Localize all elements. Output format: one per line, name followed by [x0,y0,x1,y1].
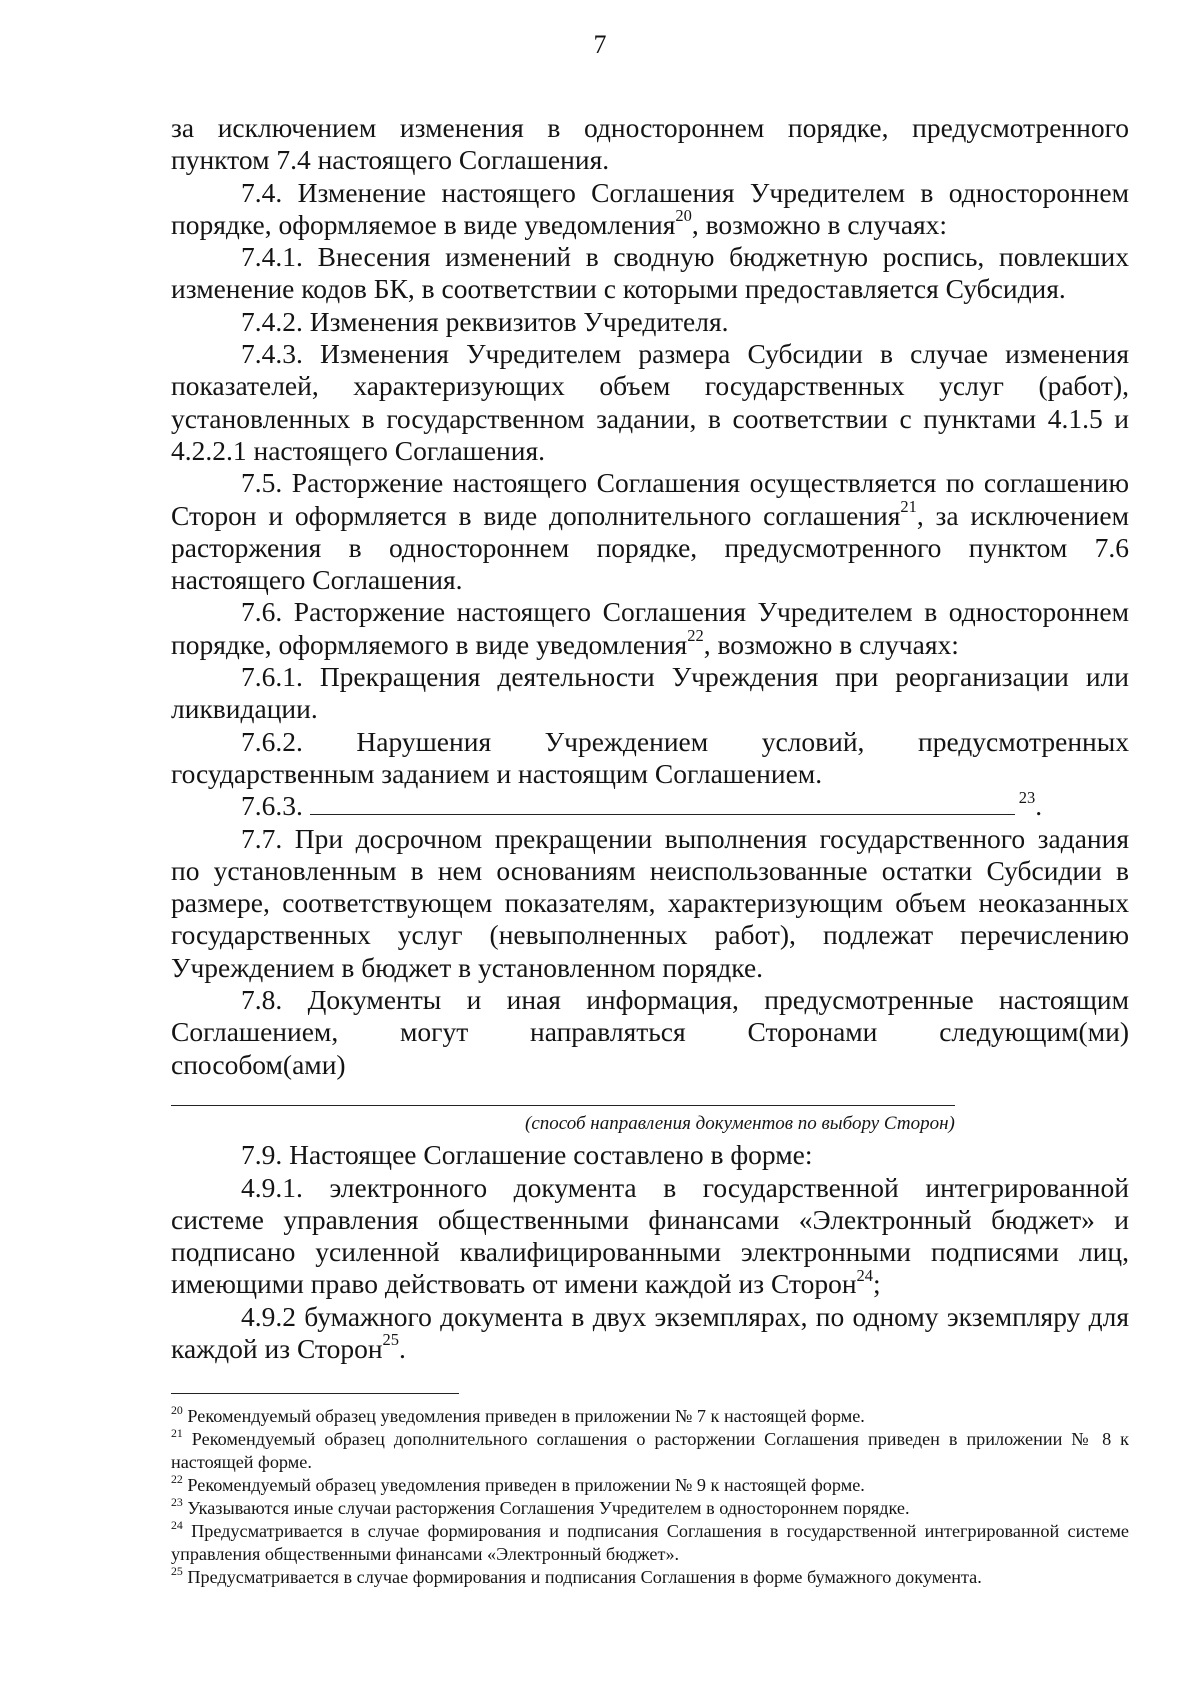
paragraph-4-9-2: 4.9.2 бумажного документа в двух экземплярах, по одному экземпляру для каждой из Сторон$^{25}$. [171,1300,1129,1364]
footnote-22: $^{22}$ Рекомендуемый образец уведомления приведен в приложении № 9 к настоящей форме. [171,1472,865,1495]
footnote-23: $^{23}$ Указываются иные случаи расторжения Соглашения Учредителем в одностороннем порядке. [171,1495,910,1518]
footnotes [171,1405,1129,1589]
paragraph-continuation: за исключением изменения в одностороннем порядке, предусмотренного пунктом 7.4 настоящего Соглашения. [171,112,1129,176]
paragraph-7-8: 7.8. Документы и иная информация, предусмотренные настоящим Соглашением, могут направляться Сторонами следующим(ми) [171,984,1129,1048]
page-number: 7 [593,30,607,59]
paragraph-7-6: 7.6. Расторжение настоящего Соглашения Учредителем в одностороннем порядке, оформляемого в виде уведомления$^{22}$, возможно в случаях: [171,596,1129,660]
footnote-ref-25: 25 [382,1330,400,1350]
paragraph-7-6-2: 7.6.2. Нарушения Учреждением условий, предусмотренных государственным заданием и настоящим Соглашением. [171,725,1129,789]
paragraph-7-4: 7.4. Изменение настоящего Соглашения Учредителем в одностороннем порядке, оформляемое в виде уведомления$^{20}$, возможно в случаях: [171,176,1129,240]
footnote-ref-24: 24 [856,1265,874,1285]
paragraph-7-7: 7.7. При досрочном прекращении выполнения государственного задания по установленным в нем основаниям неиспользованные остатки Субсидии в размере, соответствующем показателям, характеризующим объем неоказанных государственных услуг (невыполненных работ), подлежат перечислению Учреждением в бюджет в установленном порядке. [171,822,1129,983]
paragraph-7-4-3: 7.4.3. Изменения Учредителем размера Субсидии в случае изменения показателей, характеризующих объем государственных услуг (работ), установленных в государственном задании, в соответствии с пунктами 4.1.5 и 4.2.2.1 настоящего Соглашения. [171,338,1129,466]
fill-in-blank-line [310,792,1015,815]
paragraph-7-8-method-line: способом(ами) [171,1049,1129,1114]
document-body [171,112,1129,1365]
paragraph-7-6-3: 7.6.3. $^{23}$. [241,787,1043,822]
footnote-ref-23: 23 [1018,787,1036,807]
paragraph-7-6-1: 7.6.1. Прекращения деятельности Учреждения при реорганизации или ликвидации. [171,661,1129,725]
footnote-separator [171,1393,459,1394]
footnote-20: $^{20}$ Рекомендуемый образец уведомления приведен в приложении № 7 к настоящей форме. [171,1403,865,1426]
method-blank-line [171,1083,955,1106]
paragraph-4-9-1: 4.9.1. электронного документа в государственной интегрированной системе управления общественными финансами «Электронный бюджет» и подписано усиленной квалифицированными электронными подписями лиц, имеющими право действовать от имени каждой из Сторон$^{24}$; [171,1171,1129,1300]
paragraph-7-5: 7.5. Расторжение настоящего Соглашения осуществляется по соглашению Сторон и оформляется в виде дополнительного соглашения$^{21}$, за исключением расторжения в одностороннем порядке, предусмотренного пунктом 7.6 настоящего Соглашения. [171,467,1129,596]
footnote-25: $^{25}$ Предусматривается в случае формирования и подписания Соглашения в форме бумажного документа. [171,1564,982,1587]
method-caption: (способ направления документов по выбору Сторон) [525,1113,955,1135]
footnote-24: $^{24}$ Предусматривается в случае формирования и подписания Соглашения в государственной интегрированной системе управления общественными финансами «Электронный бюджет». [171,1518,1129,1564]
footnote-ref-20: 20 [675,206,692,226]
paragraph-7-4-2: 7.4.2. Изменения реквизитов Учредителя. [241,305,729,337]
footnote-ref-21: 21 [900,496,917,516]
paragraph-7-4-1: 7.4.1. Внесения изменений в сводную бюджетную роспись, повлекших изменение кодов БК, в соответствии с которыми предоставляется Субсидия. [171,241,1129,305]
footnote-21: $^{21}$ Рекомендуемый образец дополнительного соглашения о расторжении Соглашения приведен в приложении № 8 к настоящей форме. [171,1426,1129,1472]
paragraph-7-9: 7.9. Настоящее Соглашение составлено в форме: [241,1139,813,1171]
footnote-ref-22: 22 [687,626,704,646]
